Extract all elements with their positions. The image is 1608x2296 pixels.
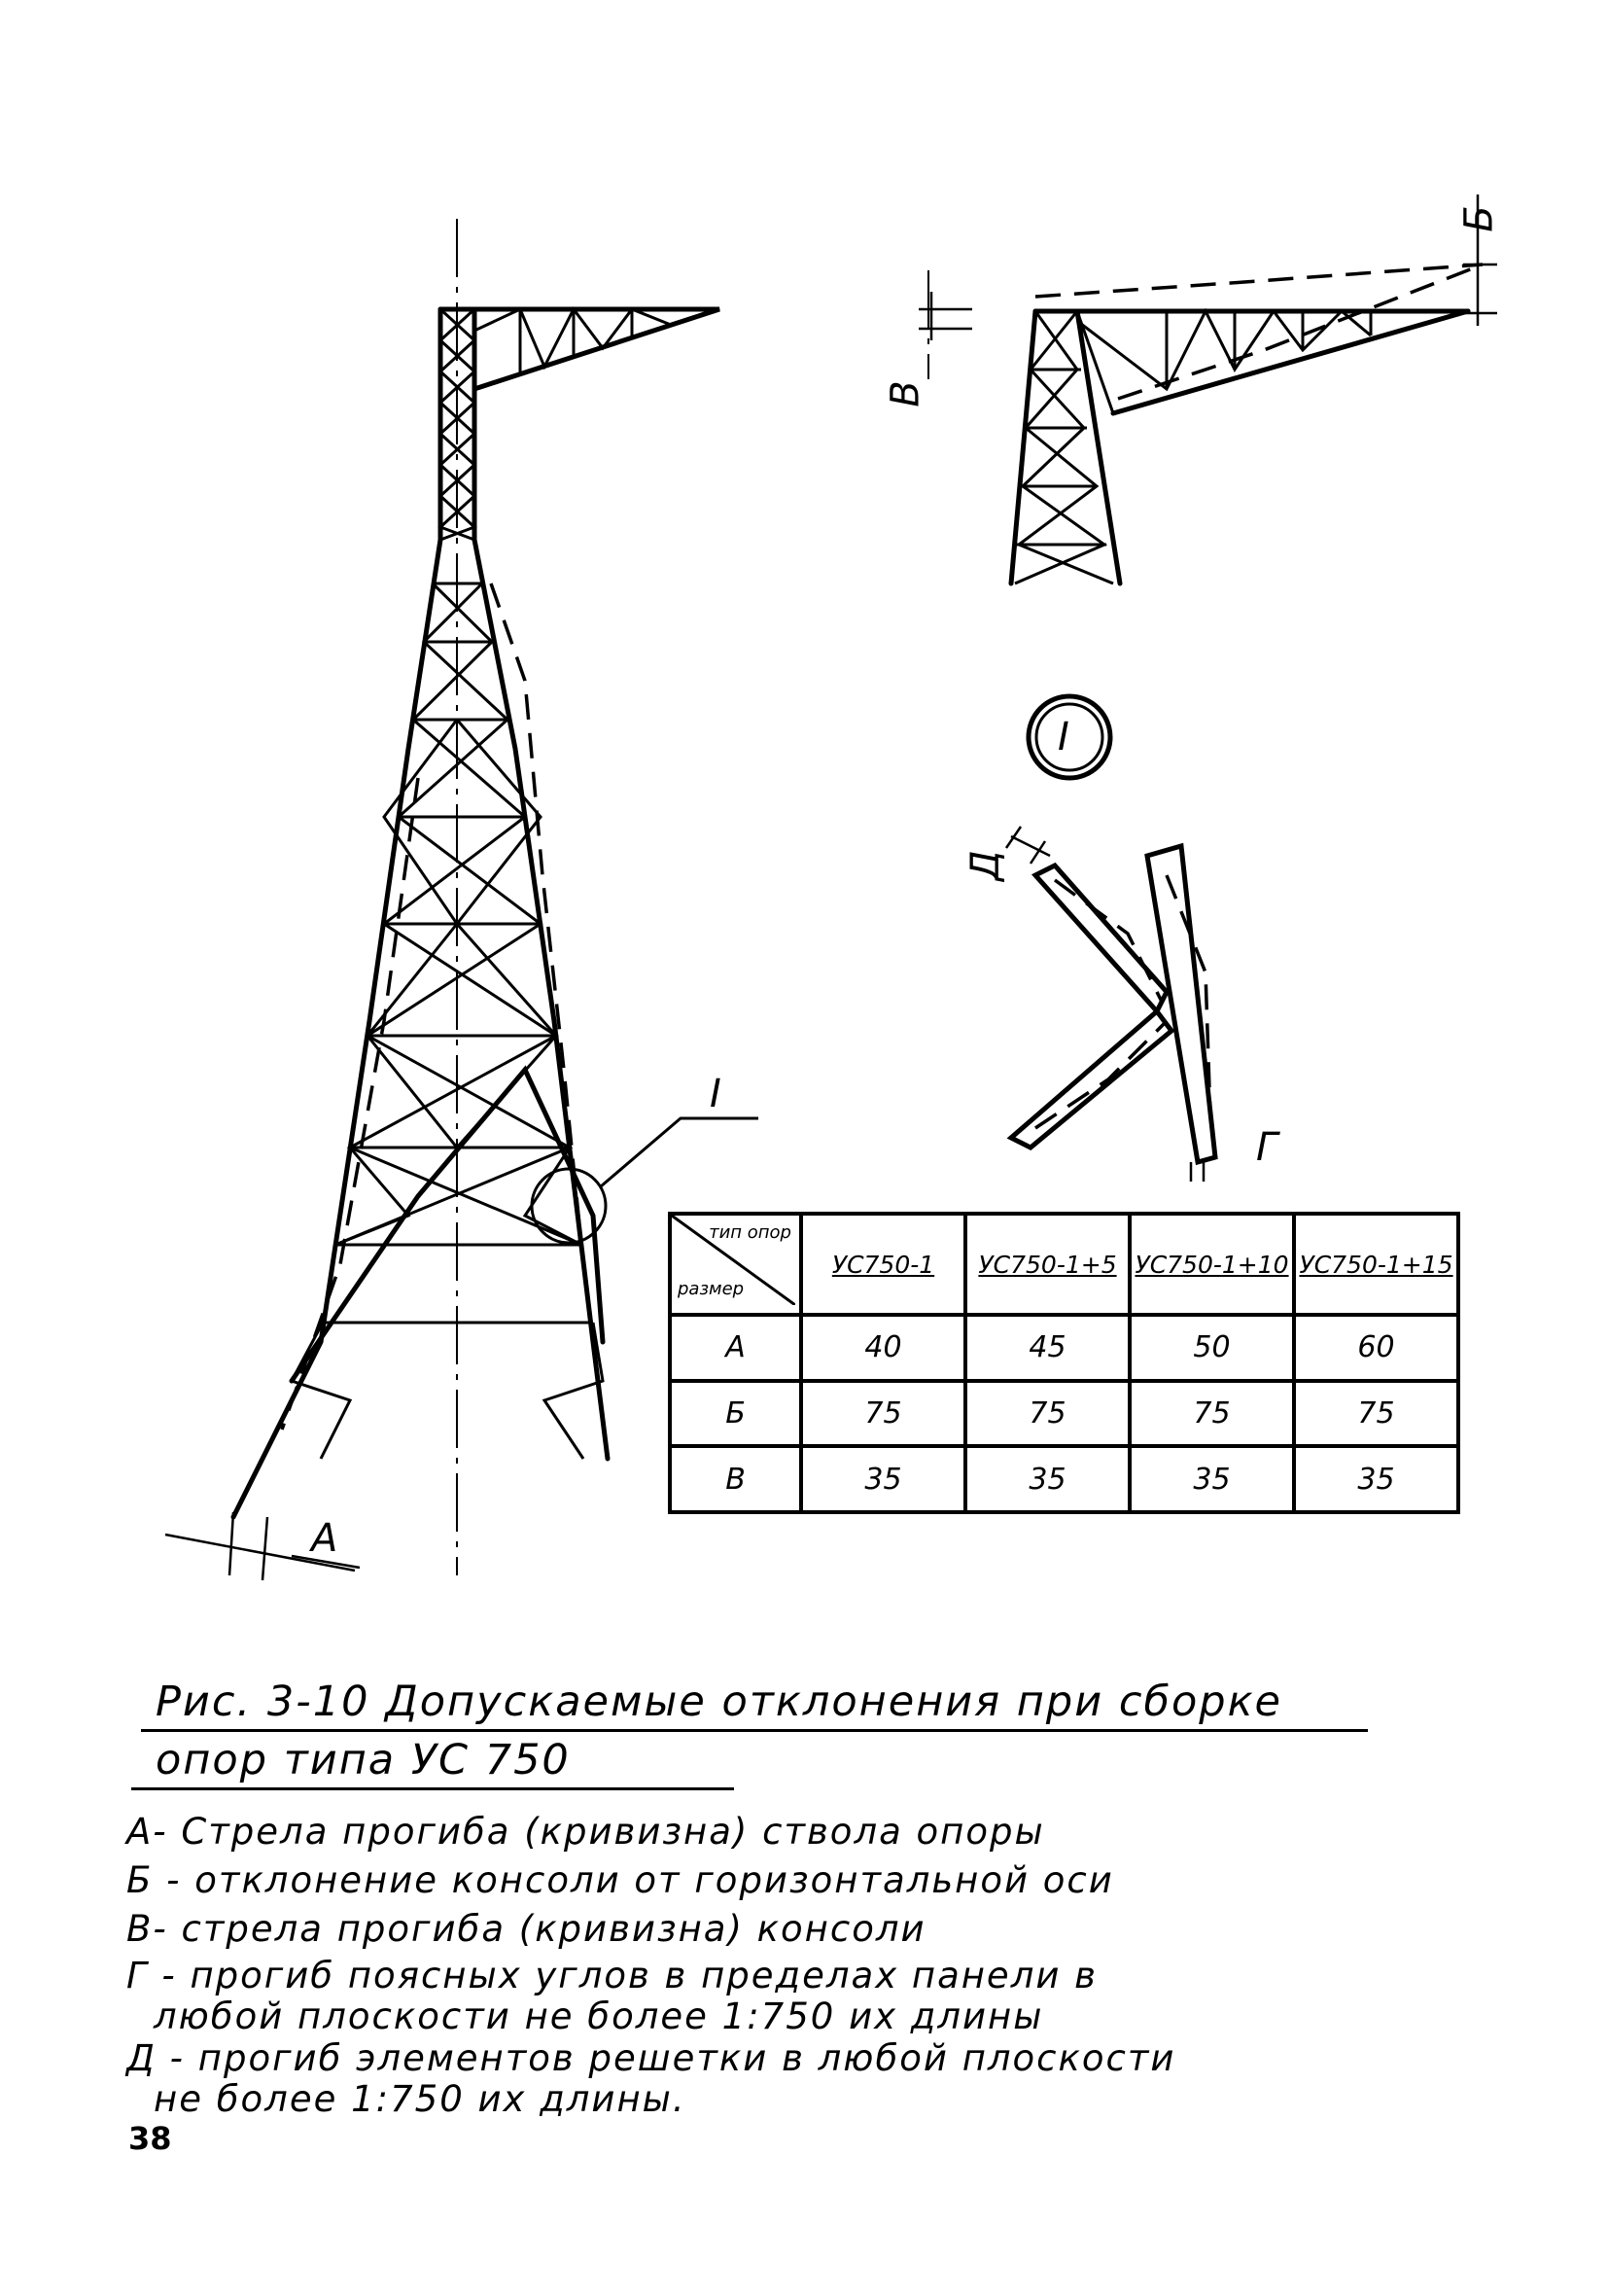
table-corner-cell: [670, 1214, 801, 1315]
detail-circle-label: I: [1058, 715, 1069, 759]
table-cell: 75: [1294, 1381, 1458, 1447]
legend-line: любой плоскости не более 1:750 их длины: [154, 1996, 1044, 2037]
deviation-table: [668, 1212, 1460, 1514]
legend-line: А- Стрела прогиба (кривизна) ствола опоры: [126, 1811, 1045, 1853]
row-label: Б: [670, 1381, 801, 1447]
caption-underline-1: [141, 1729, 1368, 1732]
column-header: УС750-1+15: [1294, 1214, 1458, 1315]
table-cell: 35: [1294, 1446, 1458, 1512]
table-cell: 75: [801, 1381, 965, 1447]
node-detail: [1006, 696, 1215, 1182]
console-detail: [919, 194, 1502, 583]
table-cell: 75: [965, 1381, 1130, 1447]
table-cell: 35: [801, 1446, 965, 1512]
legend-line: Г - прогиб поясных углов в пределах панели в: [126, 1955, 1098, 1996]
dim-g-label: Г: [1256, 1125, 1278, 1170]
legend-line: не более 1:750 их длины.: [154, 2078, 686, 2120]
dim-a-label: А: [311, 1516, 338, 1561]
table-header-row: [670, 1214, 1458, 1315]
corner-top-label: тип опор: [709, 1222, 791, 1243]
figure-caption-line2: опор типа УС 750: [156, 1736, 571, 1784]
table-row: [670, 1381, 1458, 1447]
detail-marker-label: I: [710, 1072, 721, 1116]
row-label: В: [670, 1446, 801, 1512]
legend-line: В- стрела прогиба (кривизна) консоли: [126, 1908, 926, 1950]
column-header: УС750-1+5: [965, 1214, 1130, 1315]
row-label: А: [670, 1315, 801, 1381]
table-row: [670, 1315, 1458, 1381]
caption-underline-2: [131, 1787, 734, 1790]
dim-b-label: Б: [1456, 205, 1502, 232]
table-cell: 45: [965, 1315, 1130, 1381]
column-header: УС750-1: [801, 1214, 965, 1315]
dim-v-label: В: [883, 380, 928, 407]
table-cell: 35: [1130, 1446, 1294, 1512]
page-number: 38: [128, 2120, 172, 2157]
column-header: УС750-1+10: [1130, 1214, 1294, 1315]
legend-line: Б - отклонение консоли от горизонтальной оси: [126, 1859, 1114, 1901]
table-cell: 50: [1130, 1315, 1294, 1381]
table-row: [670, 1446, 1458, 1512]
figure-caption-line1: Рис. 3-10 Допускаемые отклонения при сборке: [156, 1678, 1283, 1726]
legend-line: Д - прогиб элементов решетки в любой плоскости: [126, 2037, 1176, 2079]
table-cell: 35: [965, 1446, 1130, 1512]
table-cell: 40: [801, 1315, 965, 1381]
table-cell: 60: [1294, 1315, 1458, 1381]
corner-bottom-label: размер: [678, 1279, 745, 1299]
table-cell: 75: [1130, 1381, 1294, 1447]
dim-d-label: Д: [962, 850, 1008, 881]
